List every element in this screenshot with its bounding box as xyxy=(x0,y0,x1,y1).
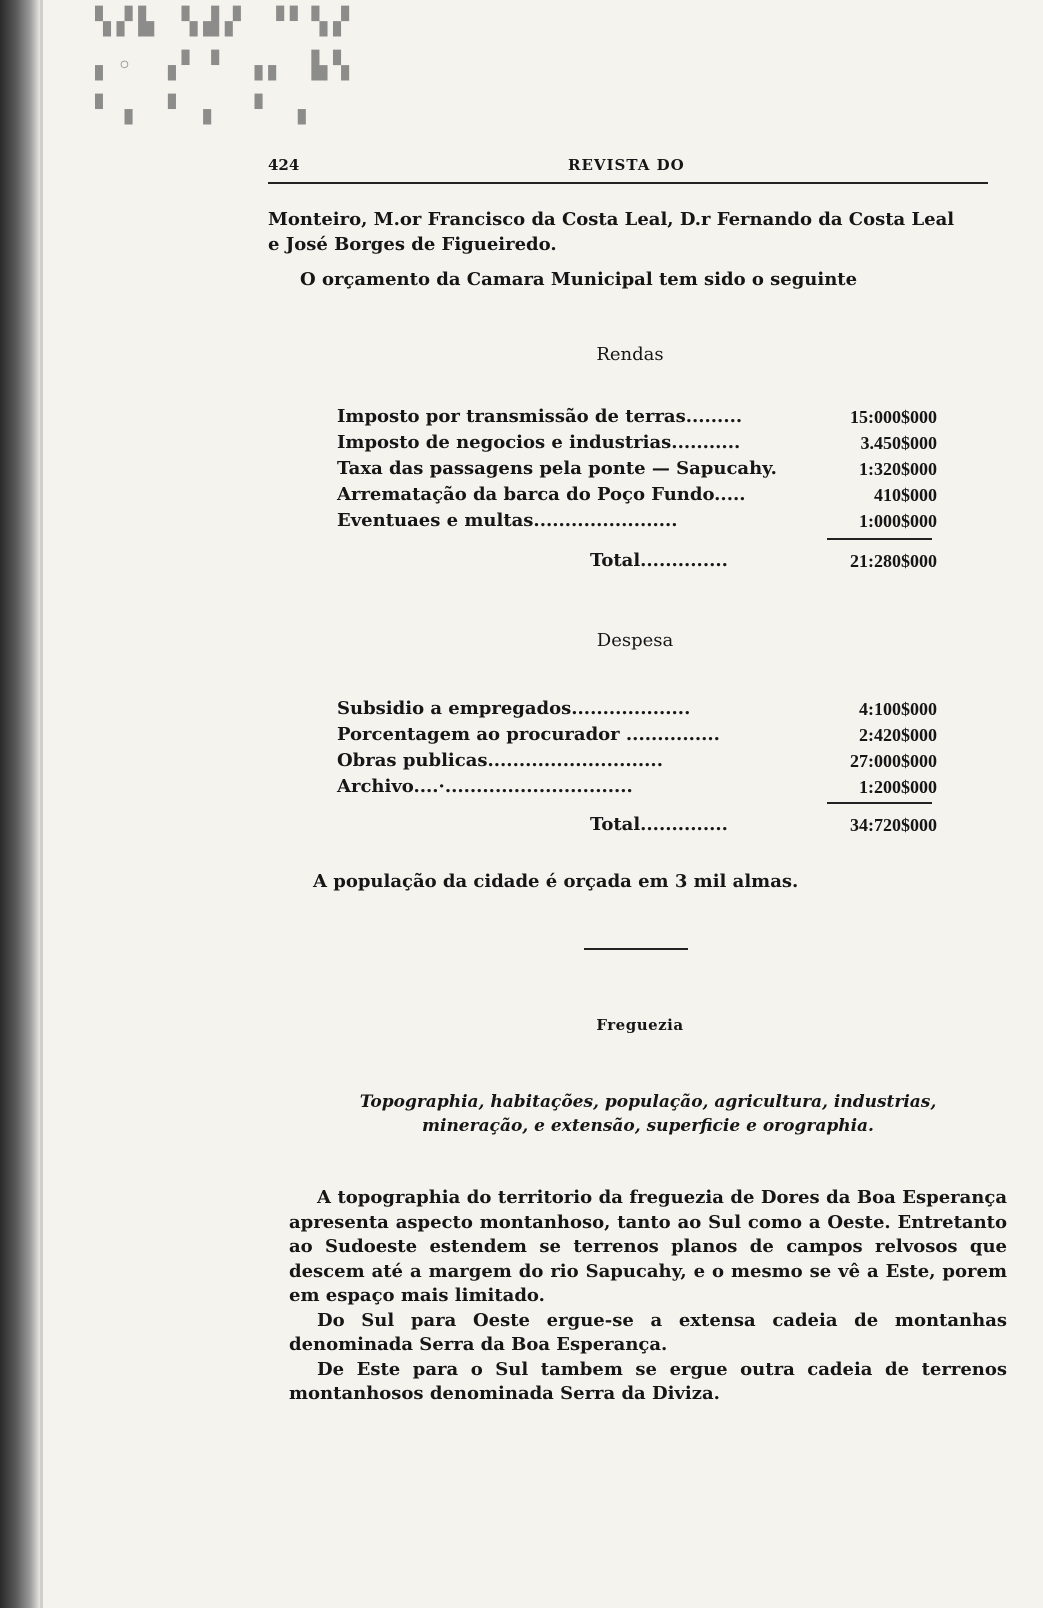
body-paragraph: A topographia do territorio da freguezia de Dores da Boa Esperança apresenta aspecto montanhoso, tanto ao Sul como a Oeste. Entretanto ao Sudoeste estendem se terrenos planos de campos relvosos que descem até a margem do rio Sapucahy, e o mesmo se vê a Este, porem em espaço mais limitado. xyxy=(289,1187,1007,1306)
rendas-row-value: 1:000$000 xyxy=(859,511,937,531)
despesa-sum-rule xyxy=(827,802,932,804)
rendas-row xyxy=(337,404,937,430)
despesa-row xyxy=(337,696,937,722)
rendas-row-value: 1:320$000 xyxy=(859,459,937,479)
rendas-row xyxy=(337,508,937,534)
rendas-row-label: Imposto por transmissão de terras......... xyxy=(337,406,743,427)
despesa-row xyxy=(337,748,937,774)
rendas-row-value: 3.450$000 xyxy=(860,433,937,453)
despesa-total xyxy=(590,812,937,838)
body-paragraph: De Este para o Sul tambem se ergue outra cadeia de terrenos montanhosos denominada Serra da Diviza. xyxy=(289,1358,1007,1404)
section-divider xyxy=(584,948,688,950)
despesa-row-value: 2:420$000 xyxy=(859,725,937,745)
population-note: A população da cidade é orçada em 3 mil almas. xyxy=(313,871,799,892)
rendas-row xyxy=(337,430,937,456)
body-paragraph: Do Sul para Oeste ergue-se a extensa cadeia de montanhas denominada Serra da Boa Esperança. xyxy=(289,1309,1007,1355)
despesa-row-label: Porcentagem ao procurador ............... xyxy=(337,724,720,745)
rendas-row-label: Arrematação da barca do Poço Fundo..... xyxy=(337,484,746,505)
rendas-row-label: Imposto de negocios e industrias........... xyxy=(337,432,741,453)
intro-line-2: e José Borges de Figueiredo. xyxy=(268,234,557,255)
despesa-row-label: Subsidio a empregados................... xyxy=(337,698,691,719)
despesa-row-value: 27:000$000 xyxy=(850,751,937,771)
rendas-sum-rule xyxy=(827,538,932,540)
despesa-title: Despesa xyxy=(596,630,674,651)
intro-line-3: O orçamento da Camara Municipal tem sido o seguinte xyxy=(300,269,858,290)
freguezia-subtitle xyxy=(318,1090,978,1138)
despesa-total-label: Total.............. xyxy=(590,814,728,835)
despesa-row-value: 1:200$000 xyxy=(859,777,937,797)
freguezia-subtitle-line-1: Topographia, habitações, população, agricultura, industrias, xyxy=(359,1092,937,1112)
freguezia-body xyxy=(289,1186,1007,1407)
freguezia-subtitle-line-2: mineração, e extensão, superficie e orographia. xyxy=(422,1116,874,1136)
despesa-row-label: Obras publicas............................ xyxy=(337,750,663,771)
rendas-total-label: Total.............. xyxy=(590,550,728,571)
gutter-shadow xyxy=(40,0,43,1608)
intro-line-1: Monteiro, M.or Francisco da Costa Leal, D.r Fernando da Costa Leal xyxy=(268,209,955,230)
freguezia-title: Freguezia xyxy=(596,1016,684,1034)
rendas-total xyxy=(590,548,937,574)
library-stamp: ▚▞▙ ▚▟▞ ▝▘▚▞ ▖◦ ▗▘▝ ▗▖ ▙▚ ▘▗ ▝ ▖ ▝ ▗ xyxy=(95,7,355,125)
despesa-total-value: 34:720$000 xyxy=(850,815,937,835)
rendas-row-value: 410$000 xyxy=(874,485,937,505)
despesa-row-value: 4:100$000 xyxy=(859,699,937,719)
book-binding-edge xyxy=(0,0,40,1608)
rendas-row xyxy=(337,482,937,508)
despesa-row xyxy=(337,722,937,748)
header-rule xyxy=(268,182,988,184)
running-head: REVISTA DO xyxy=(568,156,685,174)
page-number: 424 xyxy=(268,156,300,174)
rendas-row-label: Eventuaes e multas....................... xyxy=(337,510,678,531)
rendas-row-label: Taxa das passagens pela ponte — Sapucahy. xyxy=(337,458,777,479)
rendas-row xyxy=(337,456,937,482)
despesa-row-label: Archivo....·.............................. xyxy=(337,776,633,797)
rendas-row-value: 15:000$000 xyxy=(850,407,937,427)
rendas-title: Rendas xyxy=(596,344,664,365)
rendas-total-value: 21:280$000 xyxy=(850,551,937,571)
despesa-row xyxy=(337,774,937,800)
